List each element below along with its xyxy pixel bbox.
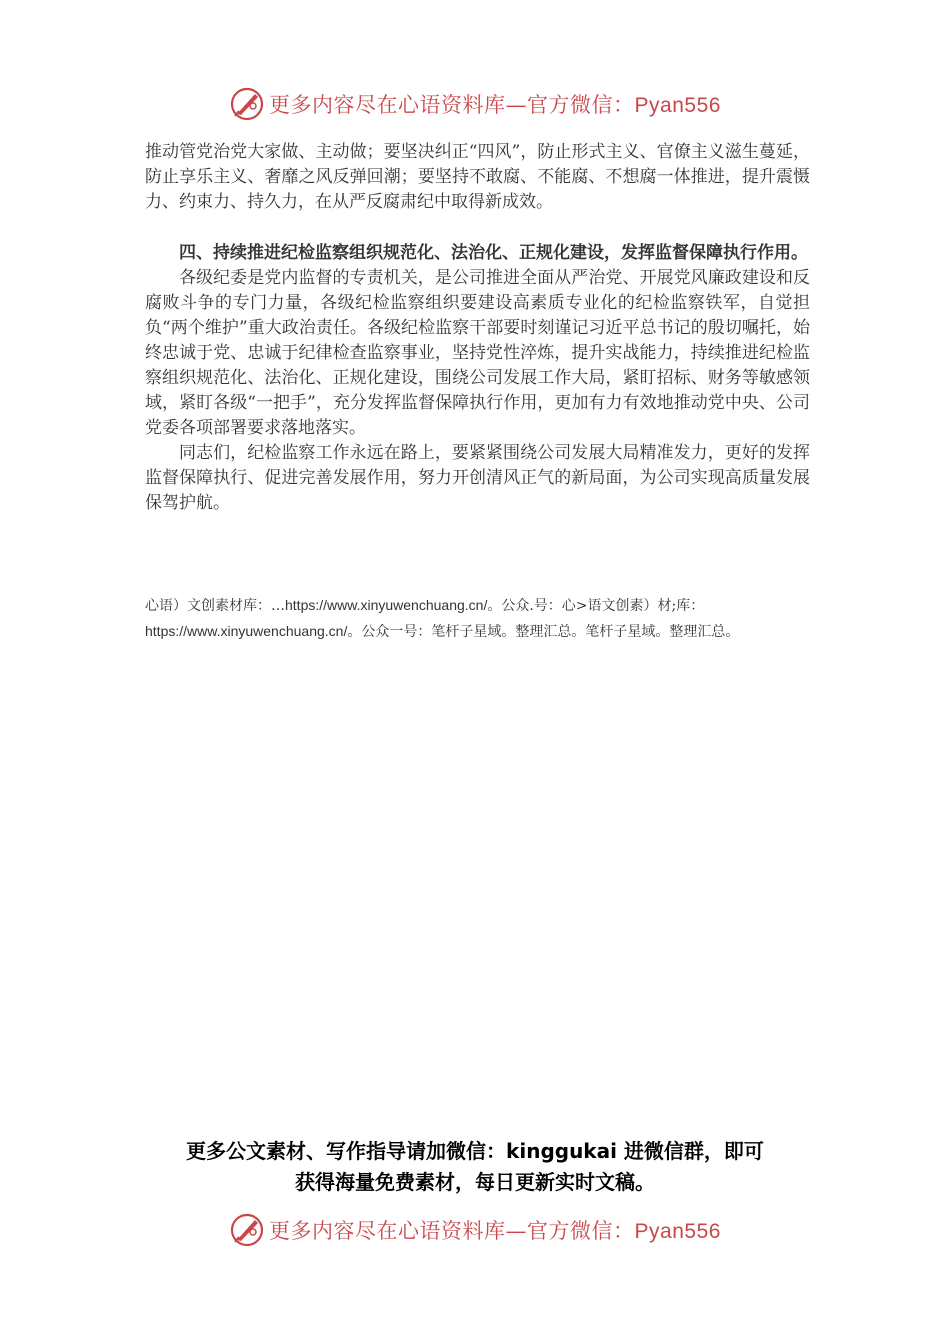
header-banner — [0, 84, 950, 124]
promo-line-1: 更多公文素材、写作指导请加微信：kinggukai 进微信群，即可 — [186, 1139, 764, 1163]
footer-banner-text: 更多内容尽在心语资料库—官方微信：Pyan556 — [269, 1219, 721, 1243]
promo-line-2: 获得海量免费素材，每日更新实时文稿。 — [295, 1170, 655, 1194]
paragraph-committee: 各级纪委是党内监督的专责机关，是公司推进全面从严治党、开展党风廉政建设和反腐败斗争的专门力量，各级纪检监察组织要建设高素质专业化的纪检监察铁军，自觉担负“两个维护”重大政治责任。各级纪检监察干部要时刻谨记习近平总书记的殷切嘱托，始终忠诚于党、忠诚于纪律检查监察事业，坚持党性淬炼，提升实战能力，持续推进纪检监察组织规范化、法治化、正规化建设，围绕公司发展工作大局，紧盯招标、财务等敏感领域，紧盯各级“一把手”，充分发挥监督保障执行作用，更加有力有效地推动党中央、公司党委各项部署要求落地落实。 — [145, 268, 810, 438]
source-link-1[interactable]: https://www.xinyuwenchuang.cn/ — [285, 597, 488, 613]
section-heading-4: 四、持续推进纪检监察组织规范化、法治化、正规化建设，发挥监督保障执行作用。 — [179, 243, 808, 263]
document-body — [145, 140, 810, 516]
header-banner-text: 更多内容尽在心语资料库—官方微信：Pyan556 — [269, 93, 721, 117]
promo-text — [0, 1136, 950, 1198]
paragraph-closing: 同志们，纪检监察工作永远在路上，要紧紧围绕公司发展大局精准发力，更好的发挥监督保障执行、促进完善发展作用，努力开创清风正气的新局面，为公司实现高质量发展保驾护航。 — [145, 443, 810, 513]
quill-logo-icon — [229, 1212, 265, 1248]
source-link-2[interactable]: https://www.xinyuwenchuang.cn/ — [145, 623, 348, 639]
paragraph-continuation: 推动管党治党大家做、主动做；要坚决纠正“四风”，防止形式主义、官僚主义滋生蔓延，防止享乐主义、奢靡之风反弹回潮；要坚持不敢腐、不能腐、不想腐一体推进，提升震慑力、约束力、持久力，在从严反腐肃纪中取得新成效。 — [145, 142, 810, 212]
source-note: 心语）文创素材库：…https://www.xinyuwenchuang.cn/。公众.号：心>语文创素）材;库： https://www.xinyuwenchuang.cn/。公众一号：笔杆子星域。整理汇总。笔杆子星域。整理汇总。 — [145, 597, 740, 640]
footer-banner — [0, 1210, 950, 1250]
quill-logo-icon — [229, 86, 265, 122]
